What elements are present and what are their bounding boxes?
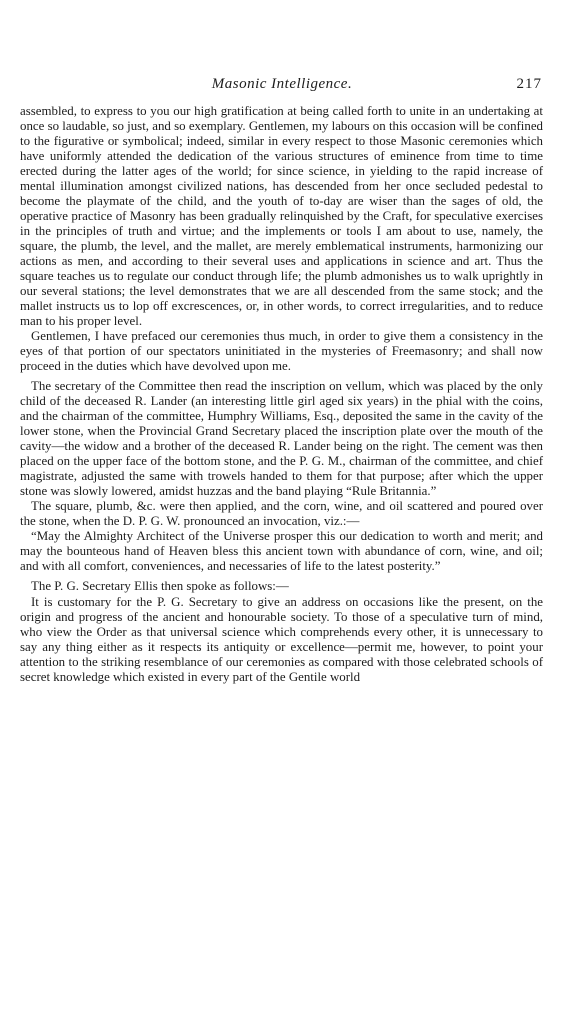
running-title: Masonic Intelligence.	[211, 76, 353, 92]
paragraph-address: It is customary for the P. G. Secretary to give an address on occasions like the present, on the origin and progress of the ancient and honourable society. To those of a speculative turn of mind, who view the Order as that universal science which comprehends every other, it is unnecessary to say any thing either as it respects its antiquity or excellence—permit me, however, to point your attention to the striking resemblance of our ceremonies as compared with those celebrated schools of secret knowledge which existed in every part of the Gentile world	[20, 594, 543, 684]
paragraph-preface: Gentlemen, I have prefaced our ceremonies thus much, in order to give them a consistency in the eyes of that portion of our spectators uninitiated in the mysteries of Freemasonry; and shall now proceed in the duties which have devolved upon me.	[20, 329, 543, 374]
paragraph-inscription: The secretary of the Committee then read the inscription on vellum, which was placed by the only child of the deceased R. Lander (an interesting little girl aged six years) in the phial with the coins, and the chairman of the committee, Humphry Williams, Esq., deposited the same in the cavity of the lower stone, when the Provincial Grand Secretary placed the inscription plate over the mouth of the cavity—the widow and a brother of the deceased R. Lander being on the right. The cement was then placed on the upper face of the bottom stone, and the P. G. M., chairman of the committee, and chief magistrate, adjusted the same with trowels handed to them for that purpose; after which the upper stone was slowly lowered, amidst huzzas and the band playing “Rule Britannia.”	[20, 379, 543, 499]
paragraph-square-plumb: The square, plumb, &c. were then applied, and the corn, wine, and oil scattered and poured over the stone, when the D. P. G. W. pronounced an invocation, viz.:—	[20, 499, 543, 529]
paragraph-invocation: “May the Almighty Architect of the Universe prosper this our dedication to worth and merit; and may the bounteous hand of Heaven bless this ancient town with abundance of corn, wine, and oil; and with all comfort, conveniences, and necessaries of life to the latest posterity.”	[20, 529, 543, 574]
running-header	[22, 76, 542, 96]
body-text	[20, 104, 543, 685]
paragraph-secretary-intro: The P. G. Secretary Ellis then spoke as follows:—	[31, 579, 289, 594]
paragraph-oration-continued: assembled, to express to you our high gratification at being called forth to unite in an undertaking at once so laudable, so just, and so exemplary. Gentlemen, my labours on this occasion will be confined to the figurative or symbolical; indeed, similar in every respect to those Masonic ceremonies which have uniformly attended the dedication of the various structures of eminence from time to time erected during the latter ages of the world; for since science, in yielding to the rapid increase of mental illumination amongst civilized nations, has descended from her once secluded pedestal to become the playmate of the child, and the youth of to-day are wiser than the sages of old, the operative practice of Masonry has been gradually relinquished by the Craft, for speculative exercises in the principles of truth and virtue; and the implements or tools I am about to use, namely, the square, the plumb, the level, and the mallet, are merely emblematical instruments, harmonizing our actions as men, and according to their several uses and applications in science and art. Thus the square teaches us to regulate our conduct through life; the plumb admonishes us to walk uprightly in our several stations; the level demonstrates that we are all descended from the same stock; and the mallet instructs us to lop off excrescences, or, in other words, to correct irregularities, and to reduce man to his proper level.	[20, 104, 543, 329]
page-number: 217	[516, 76, 542, 92]
